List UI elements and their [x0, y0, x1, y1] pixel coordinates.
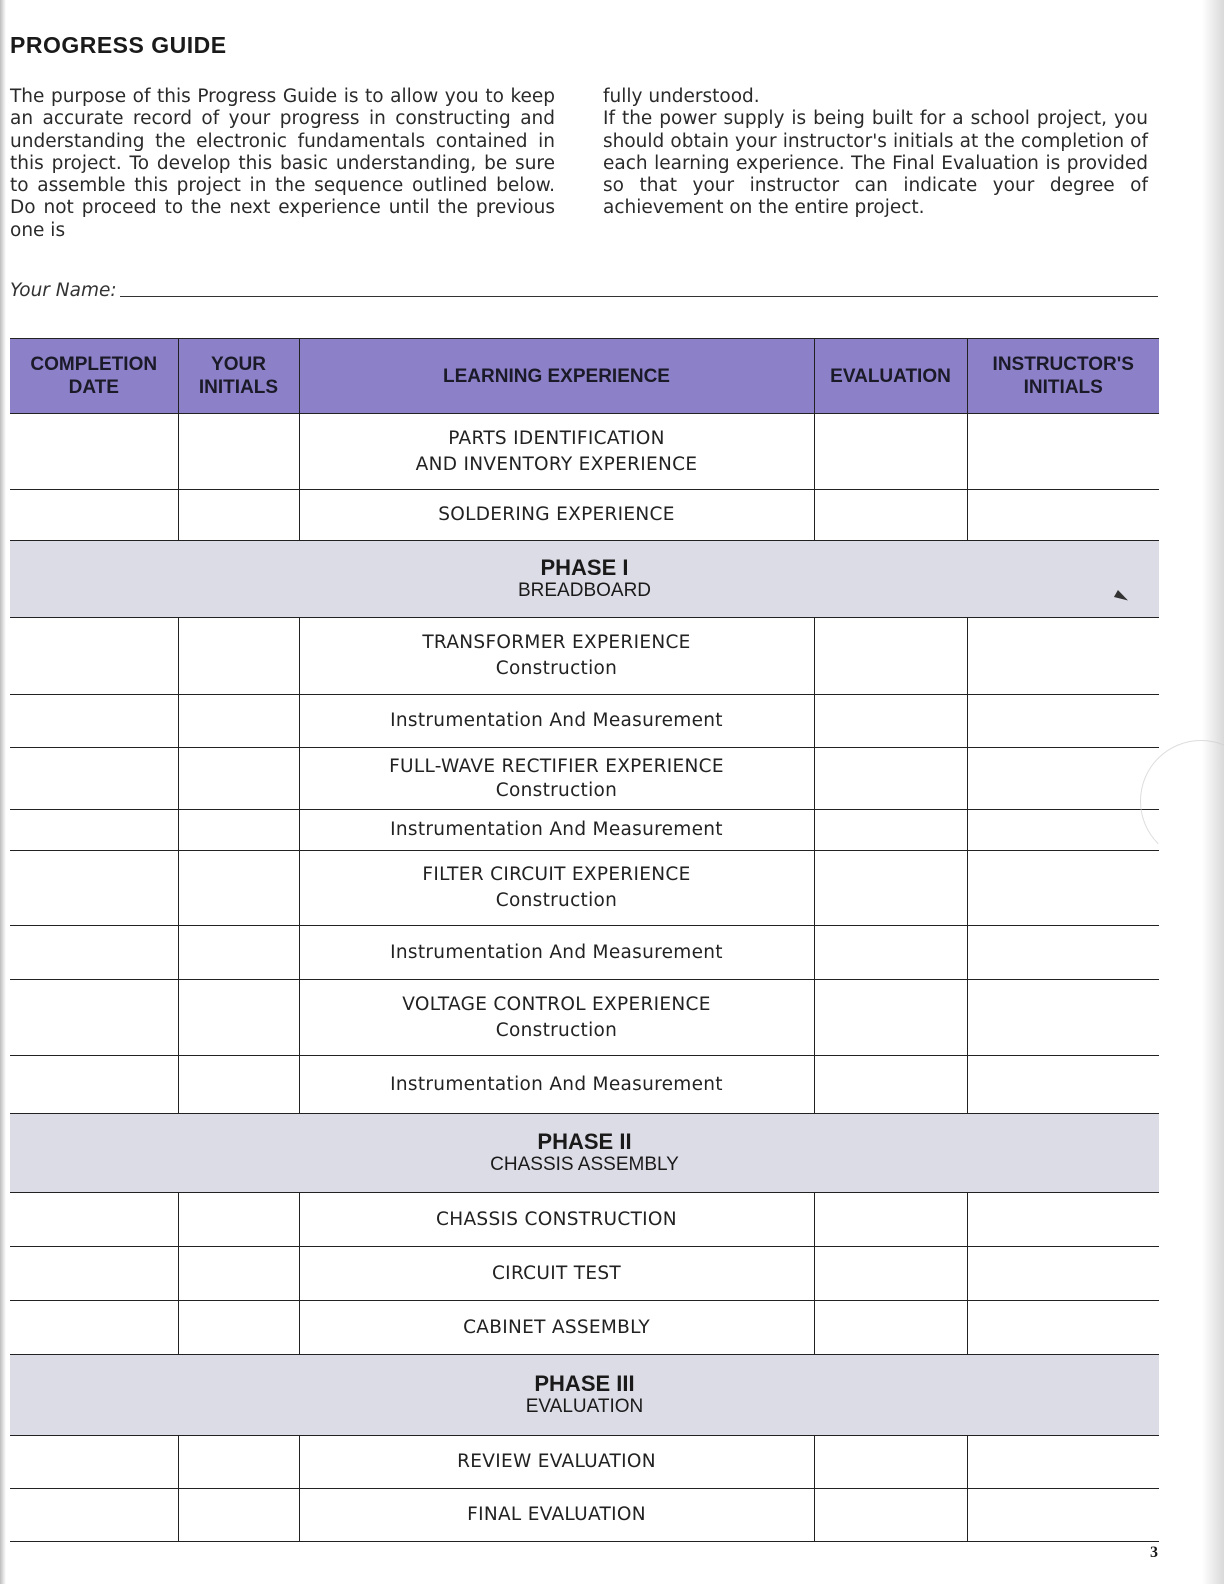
instructors-initials-cell[interactable] — [967, 851, 1159, 926]
table-row — [10, 1193, 1159, 1247]
instructors-initials-cell[interactable] — [967, 1301, 1159, 1355]
your-initials-cell[interactable] — [178, 1193, 299, 1247]
table-row — [10, 490, 1159, 541]
instructors-initials-cell[interactable] — [967, 1436, 1159, 1489]
your-name-label: Your Name: — [10, 280, 117, 301]
evaluation-cell[interactable] — [814, 810, 967, 851]
learning-experience-cell: Instrumentation And Measurement — [299, 810, 814, 851]
your-initials-cell[interactable] — [178, 490, 299, 541]
learning-experience-cell: REVIEW EVALUATION — [299, 1436, 814, 1489]
table-row — [10, 851, 1159, 926]
phase-title: PHASE I — [540, 555, 629, 580]
phase-banner — [10, 1355, 1159, 1436]
completion-date-cell[interactable] — [10, 810, 178, 851]
instructors-initials-cell[interactable] — [967, 1193, 1159, 1247]
learning-experience-cell: CIRCUIT TEST — [299, 1247, 814, 1301]
instructors-initials-cell[interactable] — [967, 414, 1159, 490]
completion-date-cell[interactable] — [10, 618, 178, 695]
evaluation-cell[interactable] — [814, 980, 967, 1056]
table-row — [10, 926, 1159, 980]
evaluation-cell[interactable] — [814, 1489, 967, 1542]
table-row — [10, 1436, 1159, 1489]
intro-column-right — [603, 86, 1148, 220]
table-header-row — [10, 339, 1159, 414]
learning-experience-cell: SOLDERING EXPERIENCE — [299, 490, 814, 541]
page-title: PROGRESS GUIDE — [10, 32, 227, 58]
learning-experience-cell: Instrumentation And Measurement — [299, 695, 814, 748]
learning-experience-cell — [299, 851, 814, 926]
header-learning-experience: LEARNING EXPERIENCE — [299, 339, 814, 414]
phase-banner — [10, 1114, 1159, 1193]
progress-table — [10, 338, 1159, 1542]
learning-experience-cell: CHASSIS CONSTRUCTION — [299, 1193, 814, 1247]
your-initials-cell[interactable] — [178, 1056, 299, 1114]
table-row — [10, 695, 1159, 748]
evaluation-cell[interactable] — [814, 414, 967, 490]
phase-row-2 — [10, 1114, 1159, 1193]
evaluation-cell[interactable] — [814, 695, 967, 748]
instructors-initials-cell[interactable] — [967, 980, 1159, 1056]
your-initials-cell[interactable] — [178, 414, 299, 490]
instructors-initials-cell[interactable] — [967, 926, 1159, 980]
your-name-underline[interactable] — [120, 296, 1158, 297]
learning-experience-cell: Instrumentation And Measurement — [299, 926, 814, 980]
completion-date-cell[interactable] — [10, 926, 178, 980]
learning-experience-cell — [299, 980, 814, 1056]
your-initials-cell[interactable] — [178, 1436, 299, 1489]
evaluation-cell[interactable] — [814, 1056, 967, 1114]
instructors-initials-cell[interactable] — [967, 695, 1159, 748]
your-initials-cell[interactable] — [178, 926, 299, 980]
your-initials-cell[interactable] — [178, 810, 299, 851]
table-row — [10, 414, 1159, 490]
page-edge-shadow — [0, 0, 6, 1584]
learning-experience-cell — [299, 414, 814, 490]
completion-date-cell[interactable] — [10, 1193, 178, 1247]
evaluation-cell[interactable] — [814, 618, 967, 695]
intro-column-left — [10, 86, 555, 242]
evaluation-cell[interactable] — [814, 748, 967, 810]
instructors-initials-cell[interactable] — [967, 1056, 1159, 1114]
experience-title: PARTS IDENTIFICATION — [448, 427, 665, 449]
experience-subtitle: Construction — [495, 890, 618, 911]
completion-date-cell[interactable] — [10, 490, 178, 541]
table-row — [10, 1056, 1159, 1114]
experience-subtitle: Construction — [495, 658, 618, 679]
table-row — [10, 1489, 1159, 1542]
experience-title: TRANSFORMER EXPERIENCE — [422, 632, 691, 653]
intro-paragraph-right: If the power supply is being built for a school project, you should obtain your instructor's initials at the completion of each learning experience. The Final Evaluation is provided so that your instructor can indicate your degree of achievement on the entire project. — [603, 108, 1148, 219]
header-completion-date: COMPLETION DATE — [10, 339, 178, 414]
completion-date-cell[interactable] — [10, 414, 178, 490]
instructors-initials-cell[interactable] — [967, 748, 1159, 810]
intro-paragraph-left: The purpose of this Progress Guide is to allow you to keep an accurate record of your progress in constructing and understanding the electronic fundamentals contained in this project. To develop this basic understanding, be sure to assemble this project in the sequence outlined below. Do not proceed to the next experience until the previous one is — [10, 86, 555, 241]
your-initials-cell[interactable] — [178, 618, 299, 695]
phase-banner — [10, 541, 1159, 618]
your-initials-cell[interactable] — [178, 980, 299, 1056]
evaluation-cell[interactable] — [814, 926, 967, 980]
table-row — [10, 980, 1159, 1056]
experience-title: FULL-WAVE RECTIFIER EXPERIENCE — [389, 755, 724, 777]
table-row — [10, 1301, 1159, 1355]
phase-subtitle: BREADBOARD — [517, 580, 652, 601]
evaluation-cell[interactable] — [814, 490, 967, 541]
learning-experience-cell: Instrumentation And Measurement — [299, 1056, 814, 1114]
table-row — [10, 748, 1159, 810]
your-initials-cell[interactable] — [178, 695, 299, 748]
completion-date-cell[interactable] — [10, 980, 178, 1056]
phase-row-1 — [10, 541, 1159, 618]
phase-subtitle: CHASSIS ASSEMBLY — [490, 1154, 679, 1175]
completion-date-cell[interactable] — [10, 1301, 178, 1355]
completion-date-cell[interactable] — [10, 748, 178, 810]
completion-date-cell[interactable] — [10, 1247, 178, 1301]
evaluation-cell[interactable] — [814, 1247, 967, 1301]
header-instructors-initials: INSTRUCTOR'S INITIALS — [967, 339, 1159, 414]
learning-experience-cell: CABINET ASSEMBLY — [299, 1301, 814, 1355]
experience-subtitle: Construction — [495, 1019, 618, 1041]
evaluation-cell[interactable] — [814, 851, 967, 926]
completion-date-cell[interactable] — [10, 695, 178, 748]
completion-date-cell[interactable] — [10, 1436, 178, 1489]
learning-experience-cell — [299, 748, 814, 810]
learning-experience-cell: FINAL EVALUATION — [299, 1489, 814, 1542]
table-row — [10, 810, 1159, 851]
your-initials-cell[interactable] — [178, 1489, 299, 1542]
completion-date-cell[interactable] — [10, 1056, 178, 1114]
page-number: 3 — [1150, 1544, 1158, 1561]
completion-date-cell[interactable] — [10, 1489, 178, 1542]
table-row — [10, 1247, 1159, 1301]
phase-title: PHASE II — [537, 1129, 632, 1154]
your-initials-cell[interactable] — [178, 748, 299, 810]
evaluation-cell[interactable] — [814, 1436, 967, 1489]
header-your-initials: YOUR INITIALS — [178, 339, 299, 414]
experience-title: FILTER CIRCUIT EXPERIENCE — [422, 864, 691, 885]
your-initials-cell[interactable] — [178, 1301, 299, 1355]
learning-experience-cell — [299, 618, 814, 695]
evaluation-cell[interactable] — [814, 1193, 967, 1247]
phase-row-3 — [10, 1355, 1159, 1436]
instructors-initials-cell[interactable] — [967, 1247, 1159, 1301]
instructors-initials-cell[interactable] — [967, 618, 1159, 695]
instructors-initials-cell[interactable] — [967, 810, 1159, 851]
phase-title: PHASE III — [534, 1371, 635, 1396]
experience-subtitle: AND INVENTORY EXPERIENCE — [415, 453, 698, 475]
your-initials-cell[interactable] — [178, 851, 299, 926]
table-row — [10, 618, 1159, 695]
experience-title: VOLTAGE CONTROL EXPERIENCE — [402, 993, 711, 1015]
experience-subtitle: Construction — [495, 779, 618, 801]
your-name-field[interactable] — [10, 280, 1158, 304]
header-evaluation: EVALUATION — [814, 339, 967, 414]
instructors-initials-cell[interactable] — [967, 490, 1159, 541]
evaluation-cell[interactable] — [814, 1301, 967, 1355]
your-initials-cell[interactable] — [178, 1247, 299, 1301]
intro-paragraph-continuation: fully understood. — [603, 86, 760, 107]
instructors-initials-cell[interactable] — [967, 1489, 1159, 1542]
completion-date-cell[interactable] — [10, 851, 178, 926]
phase-subtitle: EVALUATION — [525, 1396, 644, 1417]
